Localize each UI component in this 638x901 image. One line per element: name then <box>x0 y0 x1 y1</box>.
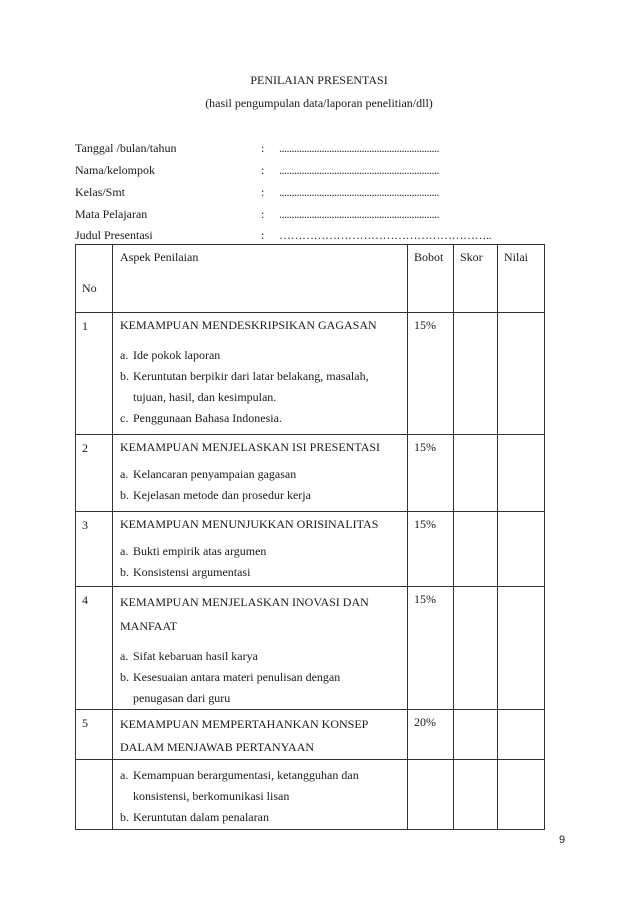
field-colon: : <box>261 163 265 177</box>
list-item: a. Kemampuan berargumentasi, ketangguhan dan konsistensi, berkomunikasi lisan <box>120 768 359 803</box>
field-colon: : <box>261 185 265 199</box>
row-title: KEMAMPUAN MENJELASKAN INOVASI DAN MANFAAT <box>120 595 369 633</box>
field-mata-pelajaran <box>75 207 575 223</box>
row-skor <box>454 313 498 435</box>
list-item: b. Kejelasan metode dan prosedur kerja <box>120 488 311 502</box>
table-header-row <box>76 245 545 313</box>
row-title: KEMAMPUAN MEMPERTAHANKAN KONSEP DALAM MENJAWAB PERTANYAAN <box>120 717 368 754</box>
field-label: Nama/kelompok <box>75 163 155 177</box>
row-no: 5 <box>76 710 113 760</box>
row-title: KEMAMPUAN MENDESKRIPSIKAN GAGASAN <box>120 318 377 332</box>
header-no: No <box>82 281 97 295</box>
row-no: 4 <box>76 587 113 710</box>
row-no <box>76 760 113 830</box>
row-aspek <box>113 587 408 710</box>
row-nilai <box>498 512 545 587</box>
list-item: b. Keruntutan dalam penalaran <box>120 810 269 824</box>
header-skor: Skor <box>454 245 498 313</box>
page-number: 9 <box>559 834 566 846</box>
field-label: Kelas/Smt <box>75 185 125 199</box>
row-bobot: 15% <box>408 435 454 512</box>
criteria-list <box>120 646 400 709</box>
row-bobot <box>408 760 454 830</box>
list-item: a. Sifat kebaruan hasil karya <box>120 649 258 663</box>
field-value: ................................................................ <box>279 163 439 177</box>
row-bobot: 15% <box>408 313 454 435</box>
document-subtitle: (hasil pengumpulan data/laporan penelitian/dll) <box>205 96 433 110</box>
row-skor <box>454 710 498 760</box>
list-item: a. Kelancaran penyampaian gagasan <box>120 467 297 481</box>
field-value: ................................................................ <box>279 141 439 155</box>
assessment-table <box>75 244 545 830</box>
field-kelas-smt <box>75 185 575 201</box>
field-tanggal <box>75 141 575 157</box>
table-row <box>76 313 545 435</box>
row-bobot: 20% <box>408 710 454 760</box>
header-aspek: Aspek Penilaian <box>113 245 408 313</box>
list-item: a. Bukti empirik atas argumen <box>120 544 267 558</box>
list-item: c. Penggunaan Bahasa Indonesia. <box>120 411 282 425</box>
table-row <box>76 512 545 587</box>
field-nama-kelompok <box>75 163 575 179</box>
row-skor <box>454 435 498 512</box>
row-nilai <box>498 710 545 760</box>
header-bobot: Bobot <box>408 245 454 313</box>
list-item: a. Ide pokok laporan <box>120 348 221 362</box>
header-no-cell <box>76 245 113 313</box>
field-value: ................................................................ <box>279 185 439 199</box>
row-no: 3 <box>76 512 113 587</box>
table-row <box>76 435 545 512</box>
row-bobot: 15% <box>408 512 454 587</box>
row-title: KEMAMPUAN MENJELASKAN ISI PRESENTASI <box>120 440 381 454</box>
row-no: 1 <box>76 313 113 435</box>
row-skor <box>454 512 498 587</box>
row-title: KEMAMPUAN MENUNJUKKAN ORISINALITAS <box>120 517 379 531</box>
row-no: 2 <box>76 435 113 512</box>
row-aspek <box>113 710 408 760</box>
row-nilai <box>498 313 545 435</box>
criteria-list <box>120 541 400 583</box>
row-bobot: 15% <box>408 587 454 710</box>
criteria-list <box>120 345 400 429</box>
list-item: b. Kesesuaian antara materi penulisan dengan penugasan dari guru <box>120 670 341 705</box>
row-skor <box>454 760 498 830</box>
row-nilai <box>498 587 545 710</box>
field-label: Mata Pelajaran <box>75 207 148 221</box>
document-title: PENILAIAN PRESENTASI <box>250 73 388 87</box>
row-aspek <box>113 760 408 830</box>
table-row <box>76 760 545 830</box>
field-label: Tanggal /bulan/tahun <box>75 141 177 155</box>
row-aspek <box>113 313 408 435</box>
list-item: b. Konsistensi argumentasi <box>120 565 251 579</box>
table-row <box>76 710 545 760</box>
row-nilai <box>498 760 545 830</box>
row-skor <box>454 587 498 710</box>
row-aspek <box>113 435 408 512</box>
field-value: ................................................................ <box>279 207 439 221</box>
table-row <box>76 587 545 710</box>
row-nilai <box>498 435 545 512</box>
header-nilai: Nilai <box>498 245 545 313</box>
field-colon: : <box>261 207 265 221</box>
field-colon: : <box>261 228 265 242</box>
row-aspek <box>113 512 408 587</box>
field-value: ……………………………………………….. <box>279 228 491 242</box>
field-label: Judul Presentasi <box>75 228 153 242</box>
field-colon: : <box>261 141 265 155</box>
criteria-list <box>120 464 400 506</box>
field-judul-presentasi <box>75 228 575 244</box>
list-item: b. Keruntutan berpikir dari latar belakang, masalah, tujuan, hasil, dan kesimpulan. <box>120 369 369 404</box>
criteria-list <box>120 765 400 828</box>
